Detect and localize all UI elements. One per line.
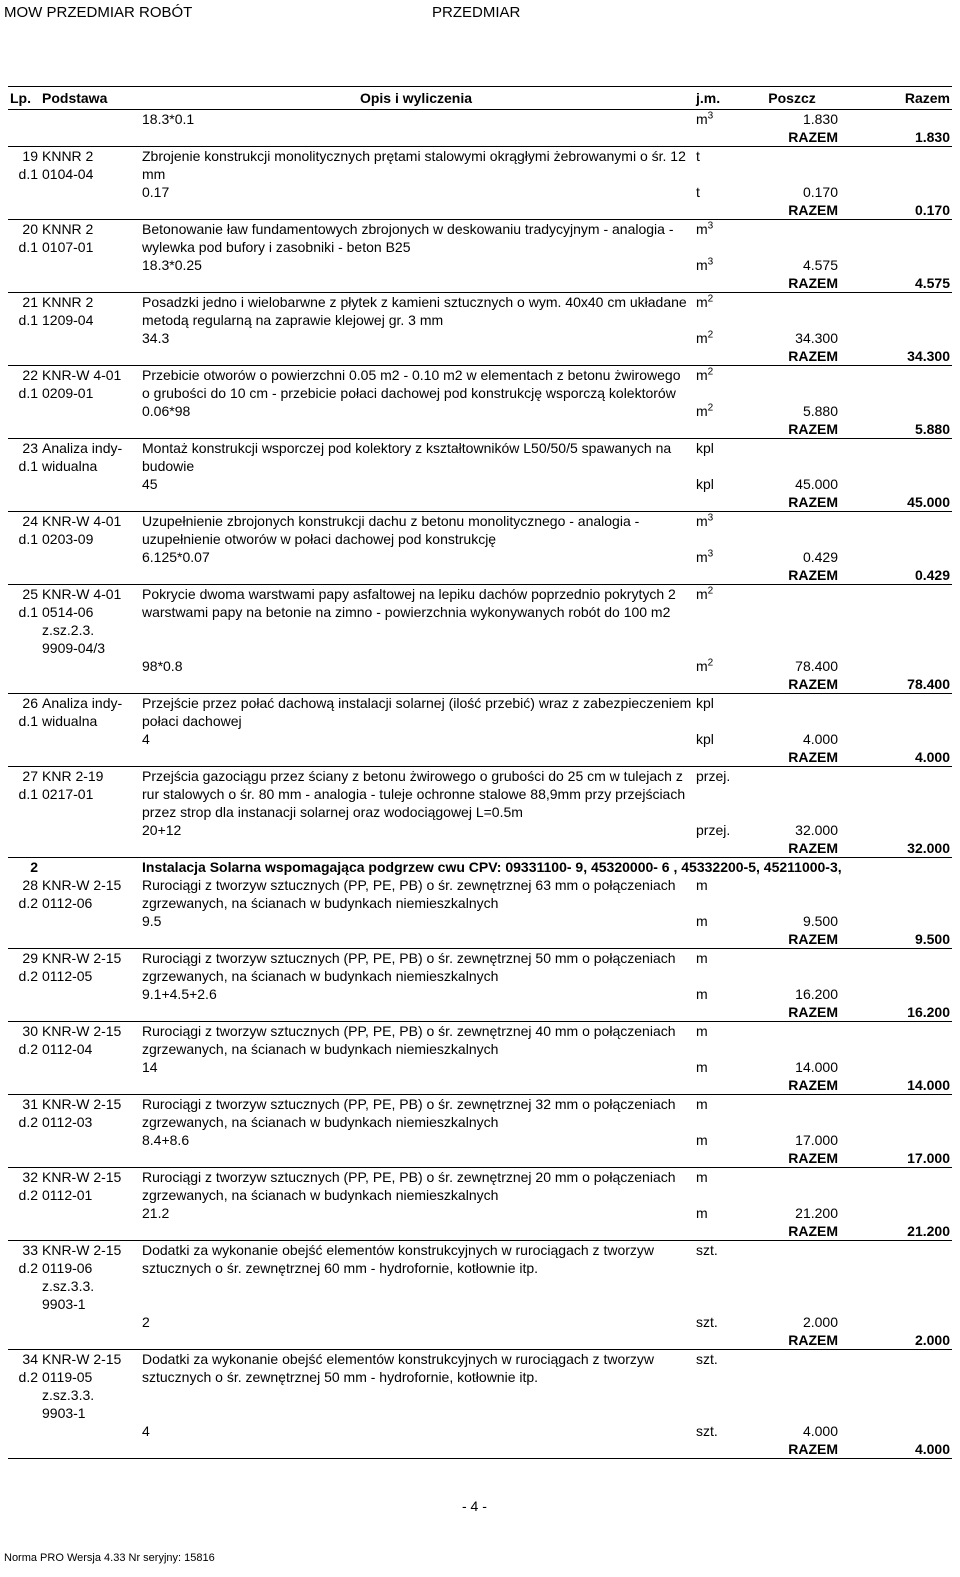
poszcz-value: 5.880 xyxy=(802,403,838,419)
razem-row xyxy=(8,1222,952,1241)
poszcz-value: 34.300 xyxy=(795,330,838,346)
item-podstawa: KNR-W 2-15 0112-05 xyxy=(42,950,122,984)
item-podstawa: Analiza indy- widualna xyxy=(42,695,123,729)
formula: 0.06*98 xyxy=(142,403,191,419)
item-row xyxy=(8,1095,952,1132)
formula: 4 xyxy=(142,1423,150,1439)
unit: $m^3$ xyxy=(696,110,714,127)
poszcz-value: 4.000 xyxy=(802,731,838,747)
unit: m xyxy=(696,1205,708,1221)
item-description: Zbrojenie konstrukcji monolitycznych prętami stalowymi okrągłymi żebrowanymi o śr. 12 mm xyxy=(142,148,686,182)
razem-row xyxy=(8,1076,952,1095)
poszcz-value: 0.429 xyxy=(802,549,838,565)
razem-label: RAZEM xyxy=(694,566,840,585)
item-row xyxy=(8,293,952,330)
footer-note: Norma PRO Wersja 4.33 Nr seryjny: 15816 xyxy=(4,1552,215,1564)
item-podstawa: KNR-W 4-01 0209-01 xyxy=(42,367,122,401)
item-row xyxy=(8,767,952,822)
poszcz-value: 21.200 xyxy=(795,1205,838,1221)
item-description: Rurociągi z tworzyw sztucznych (PP, PE, PB) o śr. zewnętrznej 32 mm o połączeniach zgrzewanych, na ścianach w budynkach niemieszkalnych xyxy=(142,1096,676,1130)
razem-value: 16.200 xyxy=(840,1003,952,1022)
razem-row xyxy=(8,1331,952,1350)
item-podstawa: Analiza indy- widualna xyxy=(42,440,123,474)
poszcz-value: 16.200 xyxy=(795,986,838,1002)
item-lp: 28 d.2 xyxy=(18,877,38,911)
item-lp: 24 d.1 xyxy=(18,513,38,547)
poszcz-value: 0.170 xyxy=(802,184,838,200)
razem-label: RAZEM xyxy=(694,930,840,949)
razem-value: 9.500 xyxy=(840,930,952,949)
item-description: Betonowanie ław fundamentowych zbrojonych w deskowaniu tradycyjnym - analogia - wylewka pod bufory i zasobniki - beton B25 xyxy=(142,221,674,255)
item-unit: m xyxy=(696,950,708,966)
col-poszcz: Poszcz xyxy=(744,87,840,110)
razem-row xyxy=(8,201,952,220)
item-lp: 27 d.1 xyxy=(18,768,38,802)
razem-value: 4.000 xyxy=(840,1440,952,1459)
calc-row xyxy=(8,183,952,201)
item-row xyxy=(8,220,952,257)
formula: 20+12 xyxy=(142,822,182,838)
item-unit: szt. xyxy=(696,1351,718,1367)
razem-value: 4.575 xyxy=(840,274,952,293)
item-podstawa: KNNR 2 1209-04 xyxy=(42,294,94,328)
poszcz-value: 4.575 xyxy=(802,257,838,273)
razem-label: RAZEM xyxy=(694,1149,840,1168)
item-lp: 33 d.2 xyxy=(18,1242,38,1276)
section-title: Instalacja Solarna wspomagająca podgrzew cwu CPV: 09331100- 9, 45320000- 6 , 45332200-5, 45211000-3, xyxy=(142,859,842,875)
poszcz-value: 45.000 xyxy=(795,476,838,492)
razem-value: 34.300 xyxy=(840,347,952,366)
poszcz-value: 78.400 xyxy=(795,658,838,674)
item-description: Przejścia gazociągu przez ściany z betonu żwirowego o grubości do 25 cm w tulejach z rur stalowych o śr. 80 mm - analogia - tuleje ochronne stalowe 88,9mm przy przejściach przez strop dla instanacji solarnej oraz wodociągowej L=0.5m xyxy=(142,768,686,820)
item-description: Dodatki za wykonanie obejść elementów konstrukcyjnych w rurociągach z tworzyw sztucznych o śr. zewnętrznej 50 mm - hydrofornie, kotłownie itp. xyxy=(142,1351,654,1385)
razem-value: 5.880 xyxy=(840,420,952,439)
item-description: Montaż konstrukcji wsporczej pod kolektory z kształtowników L50/50/5 spawanych na budowie xyxy=(142,440,672,474)
item-row xyxy=(8,694,952,731)
poszcz-value: 1.830 xyxy=(802,111,838,127)
unit: kpl xyxy=(696,476,714,492)
col-podstawa: Podstawa xyxy=(40,87,138,110)
razem-label: RAZEM xyxy=(694,274,840,293)
razem-label: RAZEM xyxy=(694,839,840,858)
unit: $m^2$ xyxy=(696,657,714,674)
razem-row xyxy=(8,128,952,147)
formula: 4 xyxy=(142,731,150,747)
item-description: Rurociągi z tworzyw sztucznych (PP, PE, PB) o śr. zewnętrznej 40 mm o połączeniach zgrzewanych, na ścianach w budynkach niemieszkalnych xyxy=(142,1023,676,1057)
item-description: Przebicie otworów o powierzchni 0.05 m2 - 0.10 m2 w elementach z betonu żwirowego o grubości do 10 cm - przebicie połaci dachowej pod konstrukcję wsporczą kolektorów xyxy=(142,367,681,401)
razem-label: RAZEM xyxy=(694,347,840,366)
document-type: PRZEDMIAR xyxy=(432,4,521,21)
item-description: Rurociągi z tworzyw sztucznych (PP, PE, PB) o śr. zewnętrznej 50 mm o połączeniach zgrzewanych, na ścianach w budynkach niemieszkalnych xyxy=(142,950,676,984)
item-unit: $m^3$ xyxy=(696,512,714,529)
unit: m xyxy=(696,986,708,1002)
unit: t xyxy=(696,184,700,200)
poszcz-value: 4.000 xyxy=(802,1423,838,1439)
estimate-table xyxy=(8,86,952,1459)
formula: 18.3*0.25 xyxy=(142,257,202,273)
item-lp: 20 d.1 xyxy=(18,221,38,255)
razem-value: 14.000 xyxy=(840,1076,952,1095)
section-number: 2 xyxy=(30,859,38,875)
razem-label: RAZEM xyxy=(694,201,840,220)
item-description: Dodatki za wykonanie obejść elementów konstrukcyjnych w rurociągach z tworzyw sztucznych o śr. zewnętrznej 60 mm - hydrofornie, kotłownie itp. xyxy=(142,1242,654,1276)
formula: 2 xyxy=(142,1314,150,1330)
item-description: Rurociągi z tworzyw sztucznych (PP, PE, PB) o śr. zewnętrznej 63 mm o połączeniach zgrzewanych, na ścianach w budynkach niemieszkalnych xyxy=(142,877,676,911)
calc-row xyxy=(8,912,952,930)
unit: m xyxy=(696,1059,708,1075)
item-unit: t xyxy=(696,148,700,164)
razem-label: RAZEM xyxy=(694,1331,840,1350)
col-razem: Razem xyxy=(840,87,952,110)
item-lp: 34 d.2 xyxy=(18,1351,38,1385)
item-row xyxy=(8,439,952,476)
calc-row xyxy=(8,402,952,420)
item-lp: 31 d.2 xyxy=(18,1096,38,1130)
page-number: - 4 - xyxy=(462,1498,487,1514)
item-unit: $m^2$ xyxy=(696,293,714,310)
table-header xyxy=(8,87,952,110)
razem-label: RAZEM xyxy=(694,1003,840,1022)
razem-value: 0.170 xyxy=(840,201,952,220)
calc-row xyxy=(8,329,952,347)
unit: m xyxy=(696,1132,708,1148)
item-podstawa: KNR 2-19 0217-01 xyxy=(42,768,104,802)
item-podstawa: KNR-W 4-01 0514-06 z.sz.2.3. 9909-04/3 xyxy=(42,586,122,656)
carry-over-row xyxy=(8,110,952,129)
item-row xyxy=(8,366,952,403)
formula: 0.17 xyxy=(142,184,170,200)
item-unit: przej. xyxy=(696,768,731,784)
item-unit: m xyxy=(696,1169,708,1185)
section-row xyxy=(8,858,952,877)
item-unit: m xyxy=(696,1023,708,1039)
calc-row xyxy=(8,985,952,1003)
item-description: Przejście przez połać dachową instalacji solarnej (ilość przebić) wraz z zabezpieczeniem połaci dachowej xyxy=(142,695,692,729)
formula: 9.5 xyxy=(142,913,162,929)
calc-row xyxy=(8,1313,952,1331)
razem-value: 0.429 xyxy=(840,566,952,585)
formula: 6.125*0.07 xyxy=(142,549,210,565)
razem-row xyxy=(8,748,952,767)
razem-value: 1.830 xyxy=(840,128,952,147)
razem-label: RAZEM xyxy=(694,1222,840,1241)
formula: 45 xyxy=(142,476,158,492)
calc-row xyxy=(8,1131,952,1149)
poszcz-value: 17.000 xyxy=(795,1132,838,1148)
razem-row xyxy=(8,1149,952,1168)
item-podstawa: KNNR 2 0104-04 xyxy=(42,148,94,182)
item-unit: szt. xyxy=(696,1242,718,1258)
item-podstawa: KNNR 2 0107-01 xyxy=(42,221,94,255)
item-lp: 29 d.2 xyxy=(18,950,38,984)
item-podstawa: KNR-W 2-15 0112-03 xyxy=(42,1096,122,1130)
unit: m xyxy=(696,913,708,929)
razem-row xyxy=(8,675,952,694)
razem-label: RAZEM xyxy=(694,1076,840,1095)
item-row xyxy=(8,1022,952,1059)
item-description: Pokrycie dwoma warstwami papy asfaltowej na lepiku dachów poprzednio pokrytych 2 warstwami papy na betonie na zimno - powierzchnia wykonywanych robót do 100 m2 xyxy=(142,586,676,620)
calc-row xyxy=(8,657,952,675)
item-podstawa: KNR-W 2-15 0119-06 z.sz.3.3. 9903-1 xyxy=(42,1242,122,1312)
unit: $m^2$ xyxy=(696,402,714,419)
poszcz-value: 32.000 xyxy=(795,822,838,838)
razem-row xyxy=(8,1440,952,1459)
razem-value: 4.000 xyxy=(840,748,952,767)
razem-label: RAZEM xyxy=(694,675,840,694)
item-podstawa: KNR-W 2-15 0112-06 xyxy=(42,877,122,911)
item-row xyxy=(8,147,952,184)
calc-row xyxy=(8,475,952,493)
razem-label: RAZEM xyxy=(694,128,840,147)
calc-row xyxy=(8,1058,952,1076)
razem-row xyxy=(8,566,952,585)
item-unit: m xyxy=(696,1096,708,1112)
calc-row xyxy=(8,1422,952,1440)
item-description: Uzupełnienie zbrojonych konstrukcji dachu z betonu monolitycznego - analogia - uzupełnienie otworów w połaci dachowej pod konstrukcję xyxy=(142,513,640,547)
item-unit: $m^2$ xyxy=(696,366,714,383)
poszcz-value: 2.000 xyxy=(802,1314,838,1330)
razem-row xyxy=(8,1003,952,1022)
item-lp: 22 d.1 xyxy=(18,367,38,401)
item-unit: kpl xyxy=(696,440,714,456)
razem-row xyxy=(8,839,952,858)
calc-row xyxy=(8,548,952,566)
item-unit: m xyxy=(696,877,708,893)
razem-value: 2.000 xyxy=(840,1331,952,1350)
razem-value: 45.000 xyxy=(840,493,952,512)
item-row xyxy=(8,1350,952,1423)
razem-row xyxy=(8,347,952,366)
item-podstawa: KNR-W 4-01 0203-09 xyxy=(42,513,122,547)
formula: 18.3*0.1 xyxy=(142,111,195,127)
unit: $m^3$ xyxy=(696,256,714,273)
item-row xyxy=(8,1168,952,1205)
calc-row xyxy=(8,1204,952,1222)
calc-row xyxy=(8,821,952,839)
item-description: Posadzki jedno i wielobarwne z płytek z kamieni sztucznych o wym. 40x40 cm układane metodą regularną na zaprawie klejowej gr. 3 mm xyxy=(142,294,687,328)
item-podstawa: KNR-W 2-15 0112-01 xyxy=(42,1169,122,1203)
unit: przej. xyxy=(696,822,731,838)
razem-label: RAZEM xyxy=(694,1440,840,1459)
item-lp: 32 d.2 xyxy=(18,1169,38,1203)
item-lp: 19 d.1 xyxy=(18,148,38,182)
item-row xyxy=(8,585,952,658)
item-row xyxy=(8,1241,952,1314)
razem-value: 32.000 xyxy=(840,839,952,858)
razem-row xyxy=(8,930,952,949)
razem-value: 21.200 xyxy=(840,1222,952,1241)
formula: 98*0.8 xyxy=(142,658,183,674)
formula: 9.1+4.5+2.6 xyxy=(142,986,217,1002)
item-lp: 21 d.1 xyxy=(18,294,38,328)
formula: 34.3 xyxy=(142,330,170,346)
item-podstawa: KNR-W 2-15 0119-05 z.sz.3.3. 9903-1 xyxy=(42,1351,122,1421)
razem-row xyxy=(8,420,952,439)
item-description: Rurociągi z tworzyw sztucznych (PP, PE, PB) o śr. zewnętrznej 20 mm o połączeniach zgrzewanych, na ścianach w budynkach niemieszkalnych xyxy=(142,1169,676,1203)
item-unit: $m^2$ xyxy=(696,585,714,602)
col-jm: j.m. xyxy=(694,87,744,110)
unit: szt. xyxy=(696,1423,718,1439)
item-row xyxy=(8,876,952,912)
item-lp: 23 d.1 xyxy=(18,440,38,474)
formula: 21.2 xyxy=(142,1205,170,1221)
report-title: MOW PRZEDMIAR ROBÓT xyxy=(4,4,193,21)
formula: 14 xyxy=(142,1059,158,1075)
poszcz-value: 14.000 xyxy=(795,1059,838,1075)
item-row xyxy=(8,512,952,549)
razem-label: RAZEM xyxy=(694,420,840,439)
item-podstawa: KNR-W 2-15 0112-04 xyxy=(42,1023,122,1057)
razem-label: RAZEM xyxy=(694,748,840,767)
unit: szt. xyxy=(696,1314,718,1330)
col-opis: Opis i wyliczenia xyxy=(138,87,694,110)
razem-row xyxy=(8,493,952,512)
item-row xyxy=(8,949,952,986)
col-lp: Lp. xyxy=(8,87,40,110)
razem-value: 78.400 xyxy=(840,675,952,694)
item-lp: 30 d.2 xyxy=(18,1023,38,1057)
formula: 8.4+8.6 xyxy=(142,1132,190,1148)
razem-row xyxy=(8,274,952,293)
item-lp: 25 d.1 xyxy=(18,586,38,620)
unit: kpl xyxy=(696,731,714,747)
poszcz-value: 9.500 xyxy=(802,913,838,929)
item-lp: 26 d.1 xyxy=(18,695,38,729)
unit: $m^3$ xyxy=(696,548,714,565)
razem-label: RAZEM xyxy=(694,493,840,512)
calc-row xyxy=(8,256,952,274)
calc-row xyxy=(8,730,952,748)
razem-value: 17.000 xyxy=(840,1149,952,1168)
item-unit: kpl xyxy=(696,695,714,711)
unit: $m^2$ xyxy=(696,329,714,346)
item-unit: $m^3$ xyxy=(696,220,714,237)
